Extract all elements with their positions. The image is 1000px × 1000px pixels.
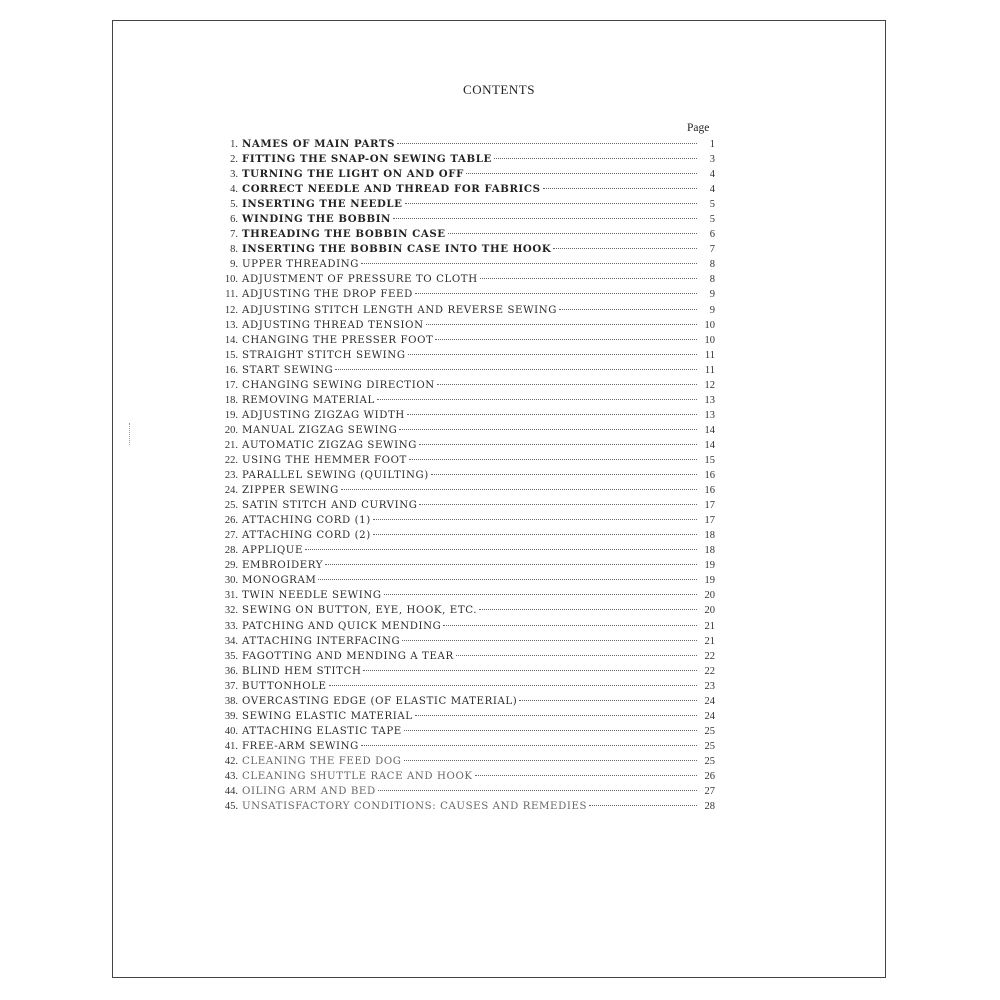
toc-entry	[213, 393, 715, 408]
toc-entry-page: 11	[704, 349, 715, 361]
toc-entry-title: OVERCASTING EDGE (OF ELASTIC MATERIAL)	[242, 695, 518, 707]
toc-entry-title: AUTOMATIC ZIGZAG SEWING	[242, 439, 417, 451]
toc-entry-page: 8	[709, 259, 715, 271]
toc-entry-page: 8	[709, 274, 715, 286]
toc-entry-page: 28	[704, 801, 715, 813]
toc-entry	[213, 152, 715, 167]
toc-entry-title: ADJUSTING THREAD TENSION	[242, 319, 424, 331]
toc-entry-number: 32.	[224, 605, 238, 617]
toc-entry-page: 22	[704, 650, 715, 662]
toc-entry-number: 39.	[224, 710, 238, 722]
toc-entry-page: 7	[709, 244, 715, 256]
toc-entry-title: MANUAL ZIGZAG SEWING	[242, 424, 398, 436]
dot-leader	[404, 730, 697, 731]
toc-entry-title: START SEWING	[242, 364, 334, 376]
dot-leader	[325, 564, 697, 565]
toc-entry	[213, 423, 715, 438]
toc-entry-number: 6.	[230, 214, 238, 226]
dot-leader	[377, 399, 697, 400]
dot-leader	[409, 459, 697, 460]
toc-entry-number: 40.	[224, 725, 238, 737]
toc-entry-number: 8.	[230, 244, 238, 256]
toc-entry-page: 12	[704, 379, 715, 391]
toc-entry-page: 25	[704, 755, 715, 767]
toc-entry-number: 28.	[224, 545, 238, 557]
toc-entry-page: 10	[704, 319, 715, 331]
toc-entry-number: 44.	[224, 786, 238, 798]
dot-leader	[361, 263, 697, 264]
toc-entry-number: 19.	[224, 409, 238, 421]
toc-entry	[213, 257, 715, 272]
toc-entry	[213, 438, 715, 453]
toc-entry	[213, 363, 715, 378]
toc-entry-number: 25.	[224, 500, 238, 512]
toc-entry-page: 14	[704, 439, 715, 451]
toc-entry	[213, 513, 715, 528]
dot-leader	[363, 670, 697, 671]
toc-entry-number: 36.	[224, 665, 238, 677]
dot-leader	[384, 594, 697, 595]
toc-entry-title: CORRECT NEEDLE AND THREAD FOR FABRICS	[242, 183, 541, 196]
toc-entry-number: 30.	[224, 575, 238, 587]
toc-entry-number: 12.	[224, 304, 238, 316]
toc-entry-page: 19	[704, 575, 715, 587]
toc-entry-title: CHANGING THE PRESSER FOOT	[242, 334, 434, 346]
toc-entry	[213, 619, 715, 634]
toc-entry-number: 38.	[224, 695, 238, 707]
toc-entry-title: FREE-ARM SEWING	[242, 740, 359, 752]
toc-entry	[213, 287, 715, 302]
toc-entry	[213, 754, 715, 769]
dot-leader	[543, 188, 697, 189]
toc-entry-title: INSERTING THE BOBBIN CASE INTO THE HOOK	[242, 243, 552, 256]
toc-entry-page: 25	[704, 740, 715, 752]
toc-entry-number: 15.	[224, 349, 238, 361]
dot-leader	[419, 504, 697, 505]
dot-leader	[519, 700, 697, 701]
toc-entry-title: APPLIQUE	[242, 545, 304, 557]
toc-entry-title: OILING ARM AND BED	[242, 786, 376, 798]
toc-entry-title: WINDING THE BOBBIN	[242, 213, 391, 226]
toc-entry-number: 20.	[224, 424, 238, 436]
toc-entry-page: 27	[704, 786, 715, 798]
toc-entry-title: USING THE HEMMER FOOT	[242, 454, 407, 466]
toc-entry-page: 17	[704, 515, 715, 527]
toc-entry	[213, 318, 715, 333]
dot-leader	[415, 715, 697, 716]
toc-entry-page: 4	[709, 169, 715, 181]
dot-leader	[435, 339, 697, 340]
toc-entry-number: 4.	[230, 184, 238, 196]
toc-entry	[213, 528, 715, 543]
page-title: CONTENTS	[463, 82, 535, 97]
toc-entry	[213, 333, 715, 348]
toc-entry	[213, 378, 715, 393]
toc-entry-page: 6	[709, 229, 715, 241]
toc-entry-number: 10.	[224, 274, 238, 286]
dot-leader	[448, 233, 697, 234]
toc-entry-number: 16.	[224, 364, 238, 376]
toc-entry	[213, 649, 715, 664]
toc-entry-number: 22.	[224, 454, 238, 466]
toc-entry	[213, 137, 715, 152]
toc-entry-page: 26	[704, 770, 715, 782]
toc-entry-title: STRAIGHT STITCH SEWING	[242, 349, 406, 361]
toc-entry-number: 35.	[224, 650, 238, 662]
toc-entry-page: 16	[704, 470, 715, 482]
toc-entry-title: SEWING ELASTIC MATERIAL	[242, 710, 413, 722]
toc-entry-page: 13	[704, 394, 715, 406]
toc-entry-number: 18.	[224, 394, 238, 406]
toc-entry-page: 18	[704, 530, 715, 542]
toc-entry-page: 9	[709, 304, 715, 316]
toc-entry-page: 3	[709, 154, 715, 166]
toc-entry	[213, 784, 715, 799]
toc-entry-number: 21.	[224, 439, 238, 451]
toc-entry-page: 19	[704, 560, 715, 572]
dot-leader	[399, 429, 697, 430]
toc-entry-page: 16	[704, 485, 715, 497]
toc-entry-page: 24	[704, 710, 715, 722]
toc-entry-number: 33.	[224, 620, 238, 632]
toc-entry	[213, 498, 715, 513]
toc-entry	[213, 799, 715, 814]
toc-entry-title: FITTING THE SNAP-ON SEWING TABLE	[242, 153, 492, 166]
dot-leader	[305, 549, 697, 550]
toc-entry-page: 23	[704, 680, 715, 692]
dot-leader	[443, 625, 697, 626]
toc-entry	[213, 408, 715, 423]
toc-entry-number: 27.	[224, 530, 238, 542]
toc-entry-page: 5	[709, 214, 715, 226]
toc-entry-number: 1.	[230, 139, 238, 150]
toc-entry-page: 14	[704, 424, 715, 436]
dot-leader	[475, 775, 697, 776]
toc-entry-number: 23.	[224, 470, 238, 482]
dot-leader	[466, 173, 697, 174]
toc-entry	[213, 679, 715, 694]
dot-leader	[373, 519, 697, 520]
table-of-contents	[213, 137, 715, 814]
toc-entry-title: UNSATISFACTORY CONDITIONS: CAUSES AND REMEDIES	[242, 801, 588, 813]
toc-entry-number: 34.	[224, 635, 238, 647]
toc-entry	[213, 167, 715, 182]
dot-leader	[408, 354, 697, 355]
toc-entry-number: 5.	[230, 199, 238, 211]
toc-entry-number: 3.	[230, 169, 238, 181]
dot-leader	[378, 790, 697, 791]
toc-entry	[213, 724, 715, 739]
toc-entry-title: NAMES OF MAIN PARTS	[242, 138, 396, 150]
toc-entry-title: EMBROIDERY	[242, 560, 324, 572]
toc-entry-page: 11	[704, 364, 715, 376]
toc-entry	[213, 303, 715, 318]
toc-entry-title: ADJUSTMENT OF PRESSURE TO CLOTH	[242, 274, 478, 286]
dot-leader	[437, 384, 697, 385]
dot-leader	[415, 293, 697, 294]
toc-entry	[213, 664, 715, 679]
dot-leader	[393, 218, 697, 219]
toc-entry	[213, 453, 715, 468]
toc-entry-number: 31.	[224, 590, 238, 602]
dot-leader	[494, 158, 697, 159]
toc-entry-number: 43.	[224, 770, 238, 782]
dot-leader	[404, 760, 697, 761]
toc-entry-page: 20	[704, 590, 715, 602]
toc-entry-number: 11.	[225, 289, 238, 301]
toc-entry-title: TURNING THE LIGHT ON AND OFF	[242, 168, 464, 181]
toc-entry-number: 17.	[224, 379, 238, 391]
toc-entry-page: 15	[704, 454, 715, 466]
dot-leader	[553, 248, 697, 249]
toc-entry-title: CLEANING THE FEED DOG	[242, 755, 402, 767]
dot-leader	[559, 309, 697, 310]
dot-leader	[456, 655, 697, 656]
toc-entry-number: 14.	[224, 334, 238, 346]
toc-entry-page: 9	[709, 289, 715, 301]
dot-leader	[407, 414, 697, 415]
toc-entry	[213, 543, 715, 558]
dot-leader	[479, 609, 697, 610]
toc-entry	[213, 348, 715, 363]
toc-entry-page: 5	[709, 199, 715, 211]
toc-entry-page: 1	[709, 139, 715, 150]
toc-entry-page: 17	[704, 500, 715, 512]
toc-entry-title: FAGOTTING AND MENDING A TEAR	[242, 650, 454, 662]
toc-entry-title: ADJUSTING THE DROP FEED	[242, 289, 413, 301]
toc-entry	[213, 468, 715, 483]
toc-entry	[213, 603, 715, 618]
toc-entry	[213, 242, 715, 257]
toc-entry-number: 2.	[230, 154, 238, 166]
toc-entry-title: REMOVING MATERIAL	[242, 394, 375, 406]
toc-entry-page: 24	[704, 695, 715, 707]
toc-entry-title: BLIND HEM STITCH	[242, 665, 362, 677]
toc-entry-page: 10	[704, 334, 715, 346]
margin-mark	[129, 423, 133, 445]
dot-leader	[426, 324, 697, 325]
toc-entry-number: 9.	[230, 259, 238, 271]
toc-entry	[213, 558, 715, 573]
toc-entry-title: ATTACHING INTERFACING	[242, 635, 401, 647]
toc-entry-title: ATTACHING ELASTIC TAPE	[242, 725, 402, 737]
toc-entry-title: TWIN NEEDLE SEWING	[242, 590, 382, 602]
toc-entry-title: PARALLEL SEWING (QUILTING)	[242, 470, 429, 482]
toc-entry-page: 25	[704, 725, 715, 737]
toc-entry	[213, 769, 715, 784]
toc-entry-number: 13.	[224, 319, 238, 331]
dot-leader	[373, 534, 697, 535]
toc-entry-number: 26.	[224, 515, 238, 527]
toc-entry-number: 24.	[224, 485, 238, 497]
toc-entry	[213, 634, 715, 649]
toc-entry-title: ATTACHING CORD (1)	[242, 515, 371, 527]
toc-entry	[213, 709, 715, 724]
dot-leader	[329, 685, 697, 686]
toc-entry-title: PATCHING AND QUICK MENDING	[242, 620, 442, 632]
toc-entry	[213, 739, 715, 754]
toc-entry-title: THREADING THE BOBBIN CASE	[242, 228, 446, 241]
toc-entry-title: CLEANING SHUTTLE RACE AND HOOK	[242, 770, 473, 782]
dot-leader	[318, 579, 697, 580]
toc-entry-number: 41.	[224, 740, 238, 752]
toc-entry-page: 21	[704, 620, 715, 632]
dot-leader	[431, 474, 697, 475]
dot-leader	[341, 489, 697, 490]
dot-leader	[419, 444, 697, 445]
toc-entry-title: ATTACHING CORD (2)	[242, 530, 371, 542]
toc-entry	[213, 694, 715, 709]
toc-entry-title: ADJUSTING ZIGZAG WIDTH	[242, 409, 405, 421]
toc-entry-title: SATIN STITCH AND CURVING	[242, 500, 418, 512]
toc-entry-title: UPPER THREADING	[242, 259, 360, 271]
toc-entry	[213, 212, 715, 227]
dot-leader	[335, 369, 697, 370]
dot-leader	[361, 745, 697, 746]
toc-entry	[213, 227, 715, 242]
toc-entry-page: 21	[704, 635, 715, 647]
toc-entry-page: 4	[709, 184, 715, 196]
toc-entry-page: 22	[704, 665, 715, 677]
toc-entry	[213, 197, 715, 212]
dot-leader	[405, 203, 697, 204]
toc-entry-number: 37.	[224, 680, 238, 692]
toc-entry	[213, 588, 715, 603]
toc-entry-page: 20	[704, 605, 715, 617]
toc-entry-number: 29.	[224, 560, 238, 572]
dot-leader	[402, 640, 697, 641]
dot-leader	[397, 143, 697, 144]
toc-entry-number: 45.	[224, 801, 238, 813]
toc-entry-title: BUTTONHOLE	[242, 680, 327, 692]
toc-entry-title: CHANGING SEWING DIRECTION	[242, 379, 435, 391]
toc-entry	[213, 182, 715, 197]
toc-entry	[213, 483, 715, 498]
toc-entry	[213, 573, 715, 588]
toc-entry-title: INSERTING THE NEEDLE	[242, 198, 403, 211]
toc-entry-title: ZIPPER SEWING	[242, 485, 339, 497]
toc-entry-title: MONOGRAM	[242, 575, 317, 587]
toc-entry-number: 7.	[230, 229, 238, 241]
dot-leader	[480, 278, 697, 279]
toc-entry-number: 42.	[224, 755, 238, 767]
toc-entry-page: 13	[704, 409, 715, 421]
toc-entry-title: ADJUSTING STITCH LENGTH AND REVERSE SEWING	[242, 304, 558, 316]
toc-entry-title: SEWING ON BUTTON, EYE, HOOK, ETC.	[242, 605, 478, 617]
page-column-header: Page	[687, 122, 710, 134]
document-page	[112, 20, 886, 978]
toc-entry	[213, 272, 715, 287]
dot-leader	[589, 805, 697, 806]
toc-entry-page: 18	[704, 545, 715, 557]
